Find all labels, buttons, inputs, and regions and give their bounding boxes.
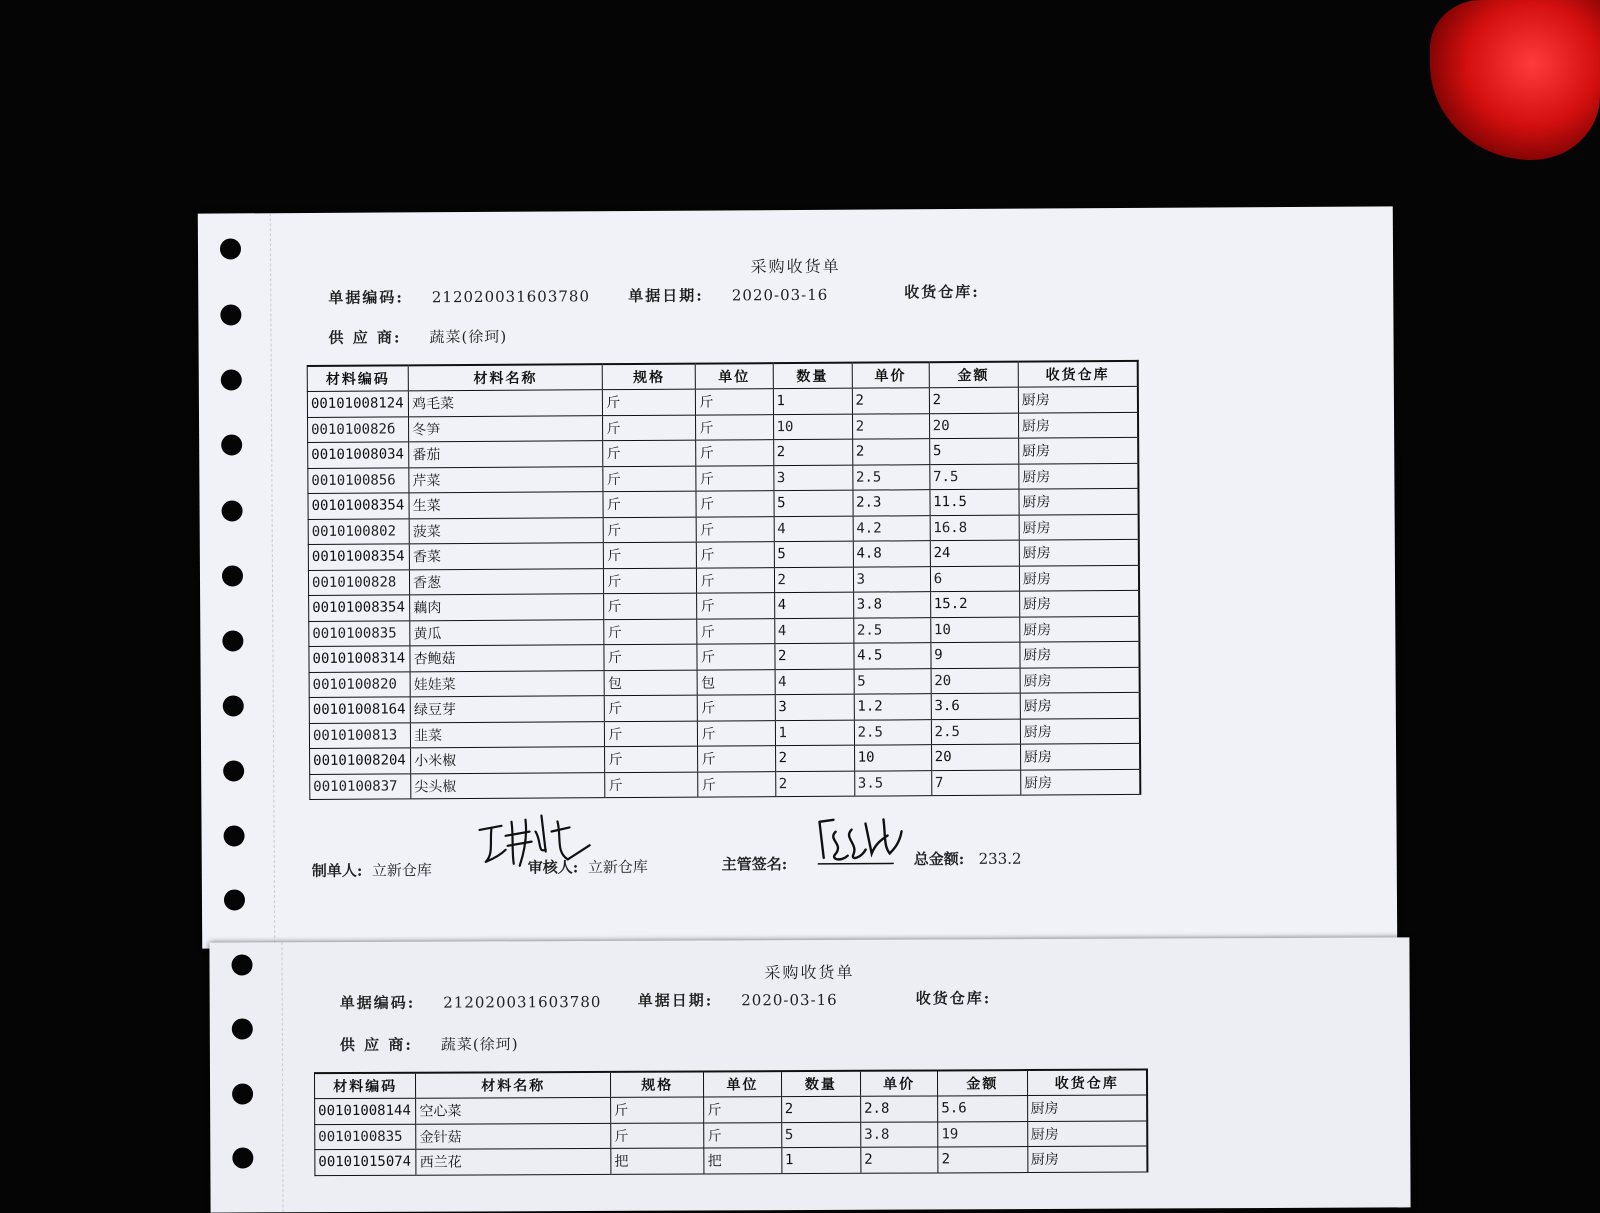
table-cell: 4.5 [854,643,931,669]
table-cell: 4 [774,618,853,644]
doc-date: 单据日期: 2020-03-16 [637,990,838,1010]
table-cell: 把 [704,1148,781,1174]
table-cell: 冬笋 [409,415,603,442]
table-cell: 3 [853,566,930,592]
table-cell: 5 [854,668,931,694]
table-cell: 斤 [605,695,698,721]
table-cell: 20 [929,413,1018,439]
feed-hole [232,1018,253,1039]
table-cell: 00101008314 [309,646,410,672]
table-cell: 2 [938,1147,1027,1173]
table-cell: 5 [774,541,853,567]
table-cell: 斤 [605,721,698,747]
table-cell: 厨房 [1020,692,1140,718]
receiving-warehouse: 收货仓库: [904,282,980,302]
table-cell: 19 [938,1121,1027,1147]
table-cell: 2 [852,439,929,465]
table-cell: 斤 [604,644,697,670]
table-cell: 斤 [697,516,774,542]
receipt-sheet-1 [198,206,1397,948]
items-table [314,1069,1148,1176]
column-header: 单位 [704,1071,781,1097]
feed-hole [223,760,244,781]
table-cell: 2.3 [853,490,930,516]
receiving-warehouse: 收货仓库: [915,989,992,1008]
table-row [315,1146,1148,1175]
feed-hole [220,238,241,259]
table-cell: 斤 [696,389,773,415]
table-cell: 芹菜 [409,466,603,493]
table-cell: 厨房 [1020,743,1140,769]
table-cell: 2.8 [861,1096,938,1122]
column-header: 收货仓库 [1018,361,1138,387]
tractor-feed-strip [198,213,275,948]
table-cell: 1 [781,1147,860,1173]
table-cell: 00101008144 [315,1098,416,1124]
table-cell: 11.5 [930,489,1019,515]
table-cell: 2 [781,1096,860,1122]
doc-number: 单据编码: 212020031603780 [339,992,602,1013]
table-cell: 黄瓜 [410,619,604,646]
column-header: 数量 [781,1071,860,1097]
table-cell: 厨房 [1027,1121,1147,1147]
table-cell: 娃娃菜 [410,670,604,697]
table-cell: 5 [929,438,1018,464]
table-cell: 斤 [698,771,775,797]
table-cell: 斤 [603,389,696,415]
feed-hole [232,1147,253,1168]
table-cell: 斤 [604,568,697,594]
table-cell: 7.5 [929,464,1018,490]
table-cell: 3 [773,465,852,491]
table-cell: 10 [930,617,1019,643]
table-cell: 16.8 [930,515,1019,541]
table-cell: 0010100828 [308,569,409,595]
table-cell: 1 [773,388,852,414]
table-cell: 厨房 [1018,437,1138,463]
receipt-title: 采购收货单 [750,256,841,277]
table-cell: 小米椒 [411,747,605,774]
table-cell: 尖头椒 [411,772,605,799]
table-cell: 001010082б [308,416,409,442]
table-cell: 3.8 [853,592,930,618]
receipt-title: 采购收货单 [764,962,855,983]
table-cell: 0010100835 [309,620,410,646]
table-cell: 00101015074 [315,1149,416,1175]
feed-hole [223,695,244,716]
table-row [310,769,1141,800]
supplier: 供 应 商: 蔬菜(徐珂) [339,1035,519,1055]
table-cell: 厨房 [1020,616,1140,642]
table-cell: 香菜 [409,543,603,570]
table-cell: 香葱 [410,568,604,595]
table-cell: 斤 [697,542,774,568]
table-cell: 斤 [604,619,697,645]
table-cell: 包 [604,670,697,696]
table-cell: 斤 [603,440,696,466]
reviewer: 审核人: 立新仓库 [527,857,648,877]
table-cell: 厨房 [1019,488,1139,514]
table-cell: 6 [930,566,1019,592]
table-cell: 0010100820 [309,671,410,697]
table-cell: 斤 [603,415,696,441]
table-cell: 1 [775,720,854,746]
table-cell: 0010100835 [315,1124,416,1150]
column-header: 单价 [852,362,929,388]
table-cell: 杏鲍菇 [410,645,604,672]
table-cell: 4.8 [853,541,930,567]
feed-hole [222,500,243,521]
column-header: 材料编码 [307,365,408,391]
table-cell: 10 [773,414,852,440]
total-amount: 总金额: 233.2 [913,849,1022,869]
feed-hole [222,565,243,586]
table-cell: 10 [854,745,931,771]
table-cell: 藕肉 [410,594,604,621]
table-cell: 厨房 [1018,386,1138,412]
table-cell: 斤 [696,414,773,440]
table-cell: 0010100837 [310,773,411,799]
table-cell: 5.6 [938,1096,1027,1122]
column-header: 材料编码 [314,1073,415,1099]
column-header: 金额 [938,1070,1027,1096]
table-cell: 00101008354 [309,595,410,621]
receipt-sheet-2 [209,937,1410,1212]
table-cell: 4 [775,669,854,695]
table-cell: 斤 [603,517,696,543]
table-cell: 9 [931,642,1020,668]
table-cell: 00101008354 [308,493,409,519]
table-cell: 0010100802 [308,518,409,544]
feed-hole [221,434,242,455]
table-cell: 西兰花 [416,1148,611,1174]
table-cell: 2 [774,643,853,669]
table-cell: 斤 [604,593,697,619]
table-cell: 0010100856 [308,467,409,493]
table-cell: 2 [773,439,852,465]
feed-hole [224,889,245,910]
table-cell: 斤 [697,567,774,593]
doc-date: 单据日期: 2020-03-16 [628,285,829,306]
table-cell: 24 [930,540,1019,566]
supervisor-signature [813,809,909,868]
table-cell: 2.5 [852,464,929,490]
table-cell: 2.5 [931,719,1020,745]
table-header-row [314,1070,1147,1099]
table-cell: 斤 [704,1122,781,1148]
table-row [315,1121,1148,1150]
column-header: 规格 [611,1071,704,1097]
table-cell: 生菜 [409,492,603,519]
table-cell: 斤 [605,772,698,798]
table-cell: 菠菜 [409,517,603,544]
doc-number: 单据编码: 212020031603780 [328,287,591,307]
column-header: 规格 [603,364,696,390]
table-cell: 厨房 [1020,641,1140,667]
table-cell: 金针菇 [416,1123,611,1149]
table-cell: 绿豆芽 [410,696,604,723]
column-header: 单位 [696,363,773,389]
table-cell: 斤 [611,1097,704,1123]
table-cell: 4 [774,516,853,542]
table-cell: 韭菜 [410,721,604,748]
table-cell: 厨房 [1020,769,1140,795]
column-header: 金额 [929,362,1018,388]
column-header: 数量 [773,363,852,389]
table-cell: 2.5 [853,617,930,643]
table-cell: 4.2 [853,515,930,541]
supplier: 供 应 商: 蔬菜(徐珂) [328,327,508,347]
table-cell: 番茄 [409,441,603,468]
table-cell: 2 [852,413,929,439]
items-table [307,360,1142,800]
table-cell: 斤 [603,466,696,492]
table-cell: 2 [929,387,1018,413]
table-cell: 3.6 [931,693,1020,719]
table-cell: 20 [931,668,1020,694]
table-cell: 2 [775,771,854,797]
table-cell: 3.8 [861,1121,938,1147]
table-cell: 厨房 [1020,718,1140,744]
table-cell: 15.2 [930,591,1019,617]
table-cell: 斤 [697,618,774,644]
table-cell: 00101008164 [309,697,410,723]
table-cell: 斤 [704,1097,781,1123]
table-cell: 把 [611,1148,704,1174]
table-row [315,1095,1148,1124]
table-cell: 厨房 [1019,463,1139,489]
column-header: 材料名称 [416,1072,611,1098]
table-cell: 00101008354 [308,544,409,570]
feed-hole [222,630,243,651]
table-cell: 20 [931,744,1020,770]
table-cell: 厨房 [1018,412,1138,438]
table-cell: 2.5 [854,719,931,745]
table-cell: 3 [775,694,854,720]
table-cell: 厨房 [1020,667,1140,693]
red-object-corner [1430,0,1600,160]
table-cell: 包 [697,669,774,695]
feed-hole [232,1083,253,1104]
feed-hole [220,304,241,325]
table-cell: 00101008204 [310,748,411,774]
table-cell: 2 [774,567,853,593]
table-cell: 斤 [698,720,775,746]
column-header: 收货仓库 [1027,1070,1147,1096]
table-cell: 斤 [696,491,773,517]
table-cell: 斤 [604,542,697,568]
table-cell: 5 [781,1122,860,1148]
table-cell: 斤 [696,440,773,466]
preparer: 制单人: 立新仓库 [311,861,432,880]
table-cell: 斤 [698,695,775,721]
table-cell: 鸡毛菜 [408,390,602,417]
table-cell: 2 [861,1147,938,1173]
feed-hole [221,369,242,390]
table-cell: 斤 [697,644,774,670]
table-cell: 0010100813 [309,722,410,748]
table-cell: 斤 [611,1122,704,1148]
table-cell: 斤 [603,491,696,517]
table-cell: 厨房 [1019,590,1139,616]
table-cell: 3.5 [854,770,931,796]
table-cell: 厨房 [1027,1146,1147,1172]
table-cell: 斤 [697,593,774,619]
table-cell: 厨房 [1019,539,1139,565]
table-cell: 2 [775,745,854,771]
table-cell: 厨房 [1019,514,1139,540]
table-cell: 厨房 [1019,565,1139,591]
table-cell: 斤 [698,746,775,772]
table-cell: 斤 [696,465,773,491]
table-cell: 7 [931,770,1020,796]
column-header: 材料名称 [408,364,602,391]
table-cell: 5 [773,490,852,516]
table-cell: 斤 [605,746,698,772]
table-cell: 空心菜 [416,1097,611,1123]
table-cell: 1.2 [854,694,931,720]
table-cell: 4 [774,592,853,618]
supervisor-signature-field: 主管签名: [721,855,788,874]
table-cell: 00101008124 [307,391,408,417]
column-header: 单价 [860,1070,937,1096]
table-cell: 厨房 [1027,1095,1147,1121]
table-cell: 00101008034 [308,442,409,468]
feed-hole [224,825,245,846]
table-cell: 2 [852,388,929,414]
